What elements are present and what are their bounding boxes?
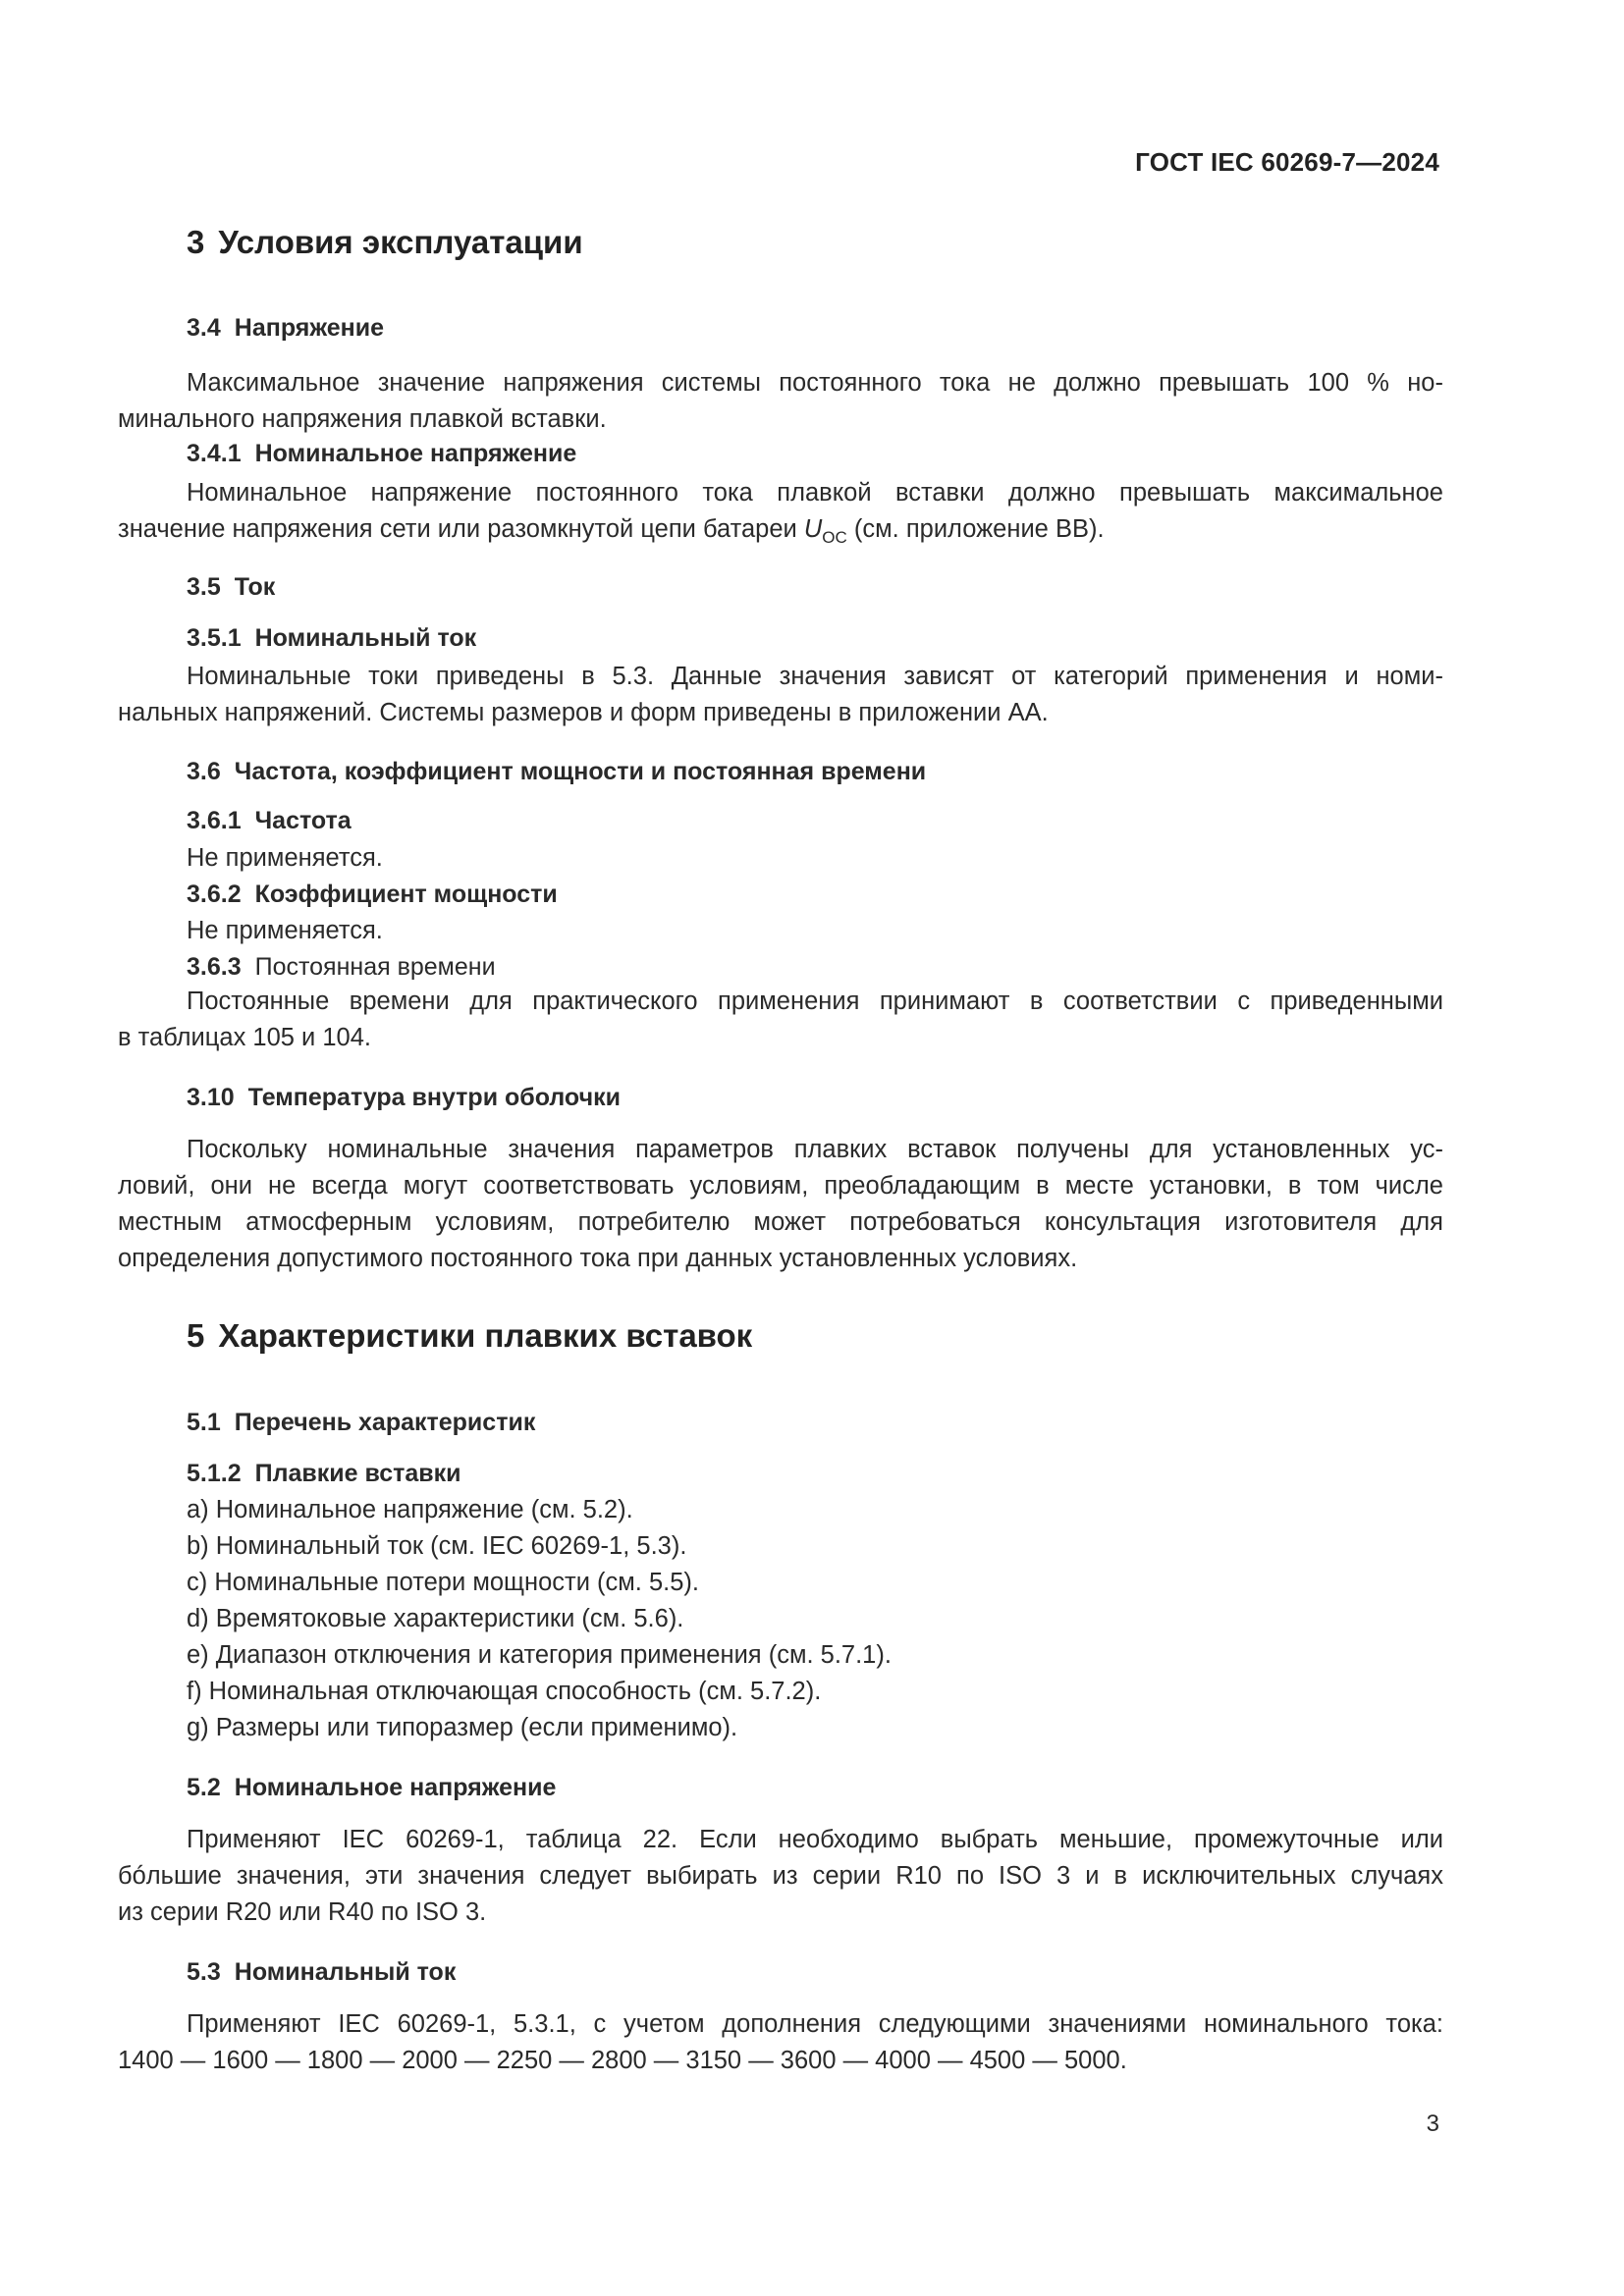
section-heading-3-5: 3.5 Ток [187, 573, 276, 601]
section-heading-5: 5 Характеристики плавких вставок [187, 1317, 753, 1354]
paragraph-3-4-1: Номинальное напряжение постоянного тока плавкой вставки должно превышать максимальное значение напряжения сети или разомкнутой цепи батареи $U_{OC}$ (см. приложение BB). [118, 479, 1443, 547]
paragraph-5-2: Применяют IEC 60269-1, таблица 22. Если необходимо выбрать меньшие, промежуточные или бóльшие значения, эти значения следует выбирать из серии R10 по ISO 3 и в исключительных случаях из серии R20 или R40 по ISO 3. [118, 1826, 1443, 1926]
list-item-e: e) Диапазон отключения и категория применения (см. 5.7.1). [187, 1641, 892, 1669]
section-heading-3-4-1: 3.4.1 Номинальное напряжение [187, 440, 577, 467]
section-heading-5-2: 5.2 Номинальное напряжение [187, 1774, 557, 1801]
section-heading-5-1-2: 5.1.2 Плавкие вставки [187, 1460, 461, 1487]
paragraph-3-5-1: Номинальные токи приведены в 5.3. Данные значения зависят от категорий применения и номи- нальных напряжений. Системы размеров и форм приведены в приложении AA. [118, 663, 1443, 726]
section-heading-3-6-1: 3.6.1 Частота [187, 807, 352, 834]
list-item-g: g) Размеры или типоразмер (если применимо). [187, 1714, 738, 1741]
voltage-variable: U [803, 515, 823, 543]
list-item-b: b) Номинальный ток (см. IEC 60269-1, 5.3). [187, 1532, 687, 1560]
list-item-c: c) Номинальные потери мощности (см. 5.5). [187, 1569, 700, 1596]
section-heading-5-1: 5.1 Перечень характеристик [187, 1409, 536, 1436]
section-heading-3: 3 Условия эксплуатации [187, 224, 583, 260]
section-heading-5-3: 5.3 Номинальный ток [187, 1958, 457, 1986]
section-heading-3-6-2: 3.6.2 Коэффициент мощности [187, 881, 558, 908]
paragraph-3-4: Максимальное значение напряжения системы постоянного тока не должно превышать 100 % но- минального напряжения плавкой вставки. [118, 369, 1443, 433]
list-item-d: d) Времятоковые характеристики (см. 5.6). [187, 1605, 684, 1632]
paragraph-3-6-2: Не применяется. [187, 917, 383, 944]
page-number: 3 [1426, 2110, 1439, 2137]
paragraph-3-10: Поскольку номинальные значения параметров плавких вставок получены для установленных ус- ловий, они не всегда могут соответствовать условиям, преобладающим в месте установки, в том числе местным атмосферным условиям, потребителю может потребоваться консультация изготовителя для определения допустимого постоянного тока при данных установленных условиях. [118, 1136, 1443, 1272]
paragraph-3-6-1: Не применяется. [187, 844, 383, 872]
paragraph-3-6-3: Постоянные времени для практического применения принимают в соответствии с приведенными в таблицах 105 и 104. [118, 988, 1443, 1051]
section-heading-3-4: 3.4 Напряжение [187, 314, 385, 342]
section-heading-3-6: 3.6 Частота, коэффициент мощности и постоянная времени [187, 758, 927, 785]
paragraph-5-3: Применяют IEC 60269-1, 5.3.1, с учетом дополнения следующими значениями номинального тока: 1400 — 1600 — 1800 — 2000 — 2250 — 2800 — 3150 — 3600 — 4000 — 4500 — 5000. [118, 2010, 1443, 2074]
list-item-a: a) Номинальное напряжение (см. 5.2). [187, 1496, 633, 1523]
section-heading-3-6-3: 3.6.3 Постоянная времени [187, 953, 496, 981]
list-item-f: f) Номинальная отключающая способность (см. 5.7.2). [187, 1678, 822, 1705]
section-heading-3-5-1: 3.5.1 Номинальный ток [187, 624, 477, 652]
section-heading-3-10: 3.10 Температура внутри оболочки [187, 1084, 621, 1111]
standard-code-header: ГОСТ IEC 60269-7—2024 [1135, 147, 1439, 177]
